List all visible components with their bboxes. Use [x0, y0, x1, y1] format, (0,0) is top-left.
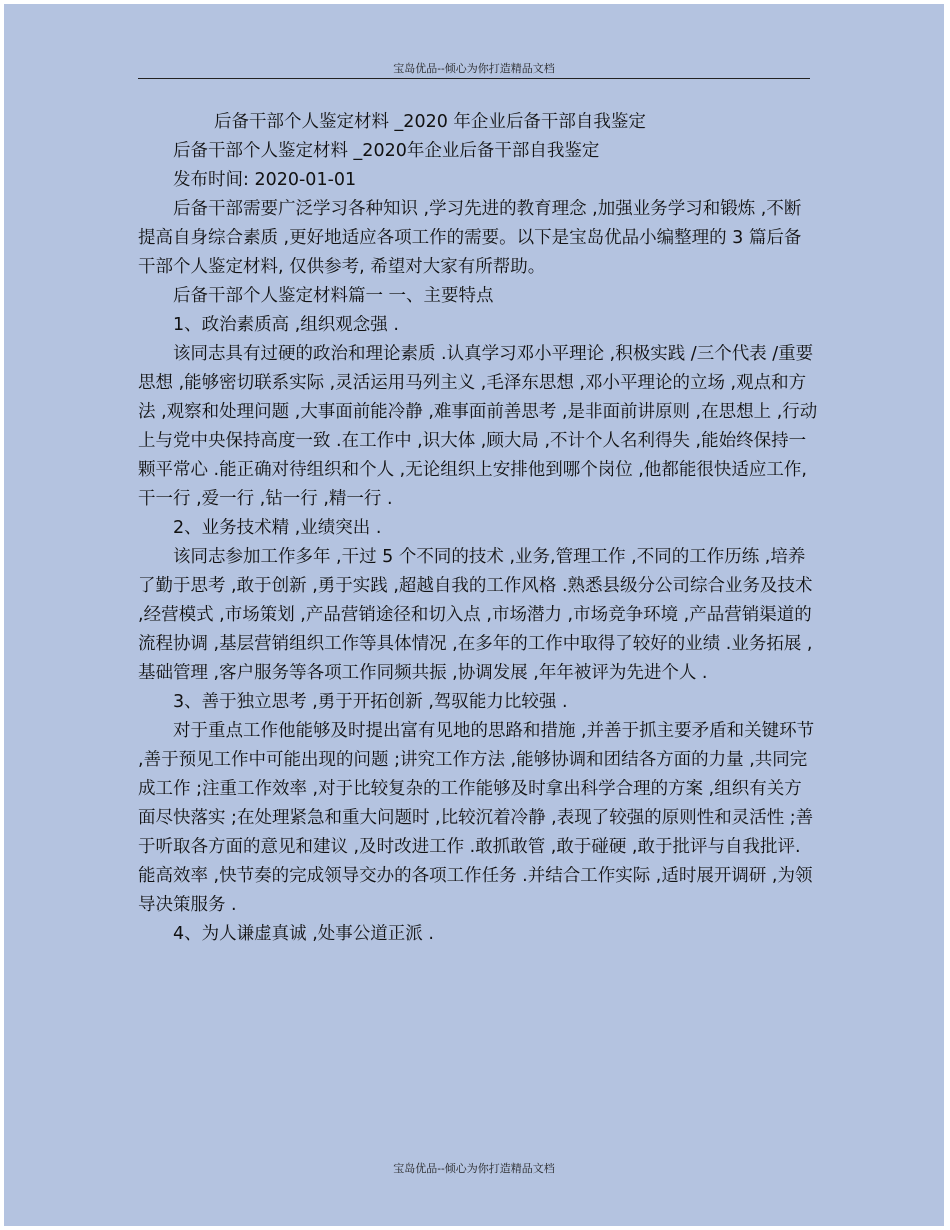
document-page	[4, 4, 944, 1226]
paragraph: 该同志具有过硬的政治和理论素质 .认真学习邓小平理论 ,积极实践 /三个代表 /重要思想 ,能够密切联系实际 ,灵活运用马列主义 ,毛泽东思想 ,邓小平理论的立场 ,观点和方法 ,观察和处理问题 ,大事面前能冷静 ,难事面前善思考 ,是非面前讲原则 ,在思想上 ,行动上与党中央保持高度一致 .在工作中 ,识大体 ,顾大局 ,不计个人名利得失 ,能始终保持一颗平常心 .能正确对待组织和个人 ,无论组织上安排他到哪个岗位 ,他都能很快适应工作,干一行 ,爱一行 ,钻一行 ,精一行 .	[138, 344, 818, 509]
publish-date: 发布时间: 2020-01-01	[173, 170, 357, 190]
paragraph: 对于重点工作他能够及时提出富有见地的思路和措施 ,并善于抓主要矛盾和关键环节 ,善于预见工作中可能出现的问题 ;讲究工作方法 ,能够协调和团结各方面的力量 ,共同完成工作 ;注重工作效率 ,对于比较复杂的工作能够及时拿出科学合理的方案 ,组织有关方面尽快落实 ;在处理紧急和重大问题时 ,比较沉着冷静 ,表现了较强的原则性和灵活性 ;善于听取各方面的意见和建议 ,及时改进工作 .敢抓敢管 ,敢于碰硬 ,敢于批评与自我批评.能高效率 ,快节奏的完成领导交办的各项工作任务 .并结合工作实际 ,适时展开调研 ,为领导决策服务 .	[138, 721, 815, 915]
page-header: 宝岛优品--倾心为你打造精品文档	[393, 62, 555, 75]
document-body	[138, 108, 818, 949]
subheading: 3、善于独立思考 ,勇于开拓创新 ,驾驭能力比较强 .	[173, 692, 568, 712]
paragraph: 后备干部个人鉴定材料 _2020年企业后备干部自我鉴定	[173, 141, 600, 161]
paragraph: 后备干部需要广泛学习各种知识 ,学习先进的教育理念 ,加强业务学习和锻炼 ,不断提高自身综合素质 ,更好地适应各项工作的需要。以下是宝岛优品小编整理的 3 篇后备干部个人鉴定材料, 仅供参考, 希望对大家有所帮助。	[138, 199, 802, 277]
document-title: 后备干部个人鉴定材料 _2020 年企业后备干部自我鉴定	[214, 112, 646, 132]
page-footer: 宝岛优品--倾心为你打造精品文档	[393, 1162, 555, 1175]
subheading: 2、业务技术精 ,业绩突出 .	[173, 518, 382, 538]
paragraph: 该同志参加工作多年 ,干过 5 个不同的技术 ,业务,管理工作 ,不同的工作历练 ,培养了勤于思考 ,敢于创新 ,勇于实践 ,超越自我的工作风格 .熟悉县级分公司综合业务及技术 ,经营模式 ,市场策划 ,产品营销途径和切入点 ,市场潜力 ,市场竞争环境 ,产品营销渠道的流程协调 ,基层营销组织工作等具体情况 ,在多年的工作中取得了较好的业绩 .业务拓展 ,基础管理 ,客户服务等各项工作同频共振 ,协调发展 ,年年被评为先进个人 .	[138, 547, 813, 683]
subheading: 1、政治素质高 ,组织观念强 .	[173, 315, 399, 335]
subheading: 4、为人谦虚真诚 ,处事公道正派 .	[173, 924, 434, 944]
section-heading: 后备干部个人鉴定材料篇一 一、主要特点	[173, 286, 494, 306]
header-divider	[138, 78, 810, 79]
